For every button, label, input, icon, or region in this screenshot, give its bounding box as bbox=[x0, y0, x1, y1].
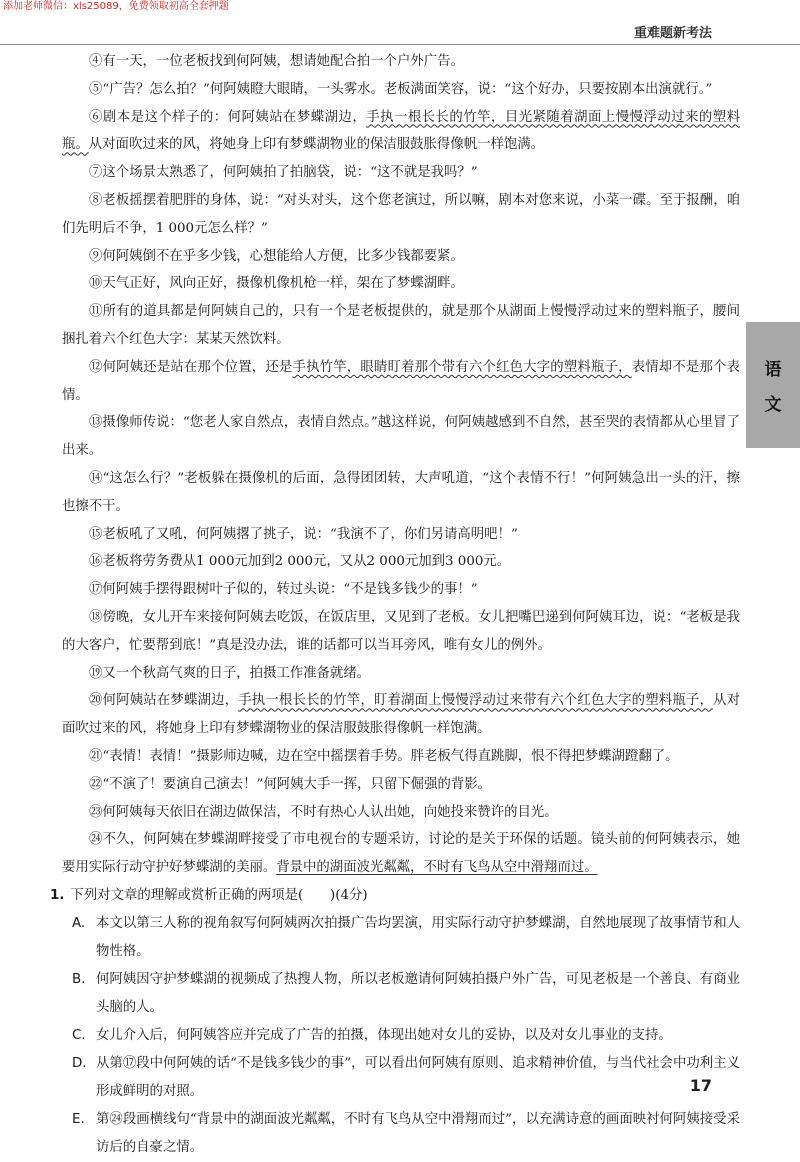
paragraph-6-lead: ⑥剧本是这个样子的：何阿姨站在梦蝶湖边， bbox=[89, 109, 367, 125]
option-a bbox=[62, 910, 740, 966]
paragraph-20-tail: 从对面吹过来的风，将她身上印有梦蝶湖物业的保洁服鼓胀得像帆一样饱满。 bbox=[62, 693, 741, 737]
side-tab-char-1: 语 bbox=[764, 360, 782, 380]
option-text: 女儿介入后，何阿姨答应并完成了广告的拍摄，体现出她对女儿的妥协，以及对女儿事业的支持。 bbox=[96, 1027, 672, 1043]
page-number: 17 bbox=[689, 1076, 712, 1095]
header-divider bbox=[0, 44, 800, 45]
paragraph-12-tail: 表情却不是那个表情。 bbox=[62, 359, 741, 403]
option-text: 何阿姨因守护梦蝶湖的视频成了热搜人物，所以老板邀请何阿姨拍摄户外广告，可见老板是一个善良、有商业头脑的人。 bbox=[96, 971, 740, 1015]
paragraph-17: ⑰何阿姨手摆得跟树叶子似的，转过头说：“不是钱多钱少的事！” bbox=[89, 582, 478, 598]
option-label: D. bbox=[72, 1055, 87, 1071]
paragraph-5: ⑤“广告？怎么拍？”何阿姨瞪大眼睛，一头雾水。老板满面笑容，说：“这个好办，只要按剧本出演就行。” bbox=[89, 81, 713, 97]
option-e bbox=[62, 1106, 740, 1162]
paragraph-12 bbox=[62, 354, 740, 410]
option-d bbox=[62, 1050, 740, 1106]
paragraph-18: ⑱傍晚，女儿开车来接何阿姨去吃饭，在饭店里，又见到了老板。女儿把嘴巴递到何阿姨耳边，说：“老板是我的大客户，忙要帮到底！”真是没办法，谁的话都可以当耳旁风，唯有女儿的例外。 bbox=[62, 609, 740, 653]
question-1 bbox=[50, 882, 740, 1162]
paragraph-8: ⑧老板摇摆着肥胖的身体，说：“对头对头，这个您老演过，所以嘛，剧本对您来说，小菜一碟。至于报酬，咱们先明后不争，1 000元怎么样？” bbox=[62, 192, 740, 236]
paragraph-6-underlined: 手执一根长长的竹竿，目光紧随着湖面上慢慢浮动过来的塑料瓶。 bbox=[62, 109, 741, 153]
option-label: A. bbox=[72, 915, 86, 931]
watermark-text: 添加老师微信：xls25089，免费领取初高全套押题 bbox=[0, 0, 232, 14]
paragraph-23: ㉓何阿姨每天依旧在湖边做保洁，不时有热心人认出她，向她投来赞许的目光。 bbox=[89, 804, 558, 820]
option-text: 从第⑰段中何阿姨的话“不是钱多钱少的事”，可以看出何阿姨有原则、追求精神价值，与当代社会中功利主义形成鲜明的对照。 bbox=[96, 1055, 740, 1099]
paragraph-6-tail: 从对面吹过来的风，将她身上印有梦蝶湖物业的保洁服鼓胀得像帆一样饱满。 bbox=[88, 137, 545, 153]
option-text: 本文以第三人称的视角叙写何阿姨两次拍摄广告均罢演，用实际行动守护梦蝶湖，自然地展现了故事情节和人物性格。 bbox=[96, 915, 740, 959]
paragraph-10: ⑩天气正好，风向正好，摄像机像机枪一样，架在了梦蝶湖畔。 bbox=[89, 276, 464, 292]
question-number: 1. bbox=[50, 887, 65, 903]
question-stem bbox=[50, 882, 740, 910]
paragraph-12-underlined: 手执竹竿，眼睛盯着那个带有六个红色大字的塑料瓶子， bbox=[292, 359, 632, 375]
paragraph-21: ㉑“表情！表情！”摄影师边喊，边在空中摇摆着手势。胖老板气得直跳脚，恨不得把梦蝶湖蹬翻了。 bbox=[89, 748, 679, 764]
paragraph-24-underlined: 背景中的湖面波光粼粼，不时有飞鸟从空中滑翔而过。 bbox=[276, 860, 598, 876]
subject-side-tab bbox=[746, 322, 800, 448]
side-tab-char-2: 文 bbox=[764, 395, 782, 415]
article-body bbox=[50, 48, 741, 1162]
paragraph-20 bbox=[62, 687, 740, 743]
paragraph-11: ⑪所有的道具都是何阿姨自己的，只有一个是老板提供的，就是那个从湖面上慢慢浮动过来的塑料瓶子，腰间捆扎着六个红色大字：某某天然饮料。 bbox=[62, 304, 740, 347]
paragraph-24-lead: ㉔不久，何阿姨在梦蝶湖畔接受了市电视台的专题采访，讨论的是关于环保的话题。镜头前的何阿姨表示，她要用实际行动守护好梦蝶湖的美丽。 bbox=[62, 832, 740, 876]
paragraph-13: ⑬摄像师传说：“您老人家自然点，表情自然点。”越这样说，何阿姨越感到不自然，甚至哭的表情都从心里冒了出来。 bbox=[62, 415, 740, 459]
paragraph-15: ⑮老板吼了又吼，何阿姨撂了挑子，说：“我演不了，你们另请高明吧！” bbox=[89, 526, 518, 542]
paragraph-7: ⑦这个场景太熟悉了，何阿姨拍了拍脑袋，说：“这不就是我吗？” bbox=[89, 165, 478, 181]
paragraph-4: ④有一天，一位老板找到何阿姨，想请她配合拍一个户外广告。 bbox=[89, 54, 464, 69]
option-b bbox=[62, 966, 740, 1022]
question-stem-text: 下列对文章的理解或赏析正确的两项是( )(4分) bbox=[70, 887, 368, 903]
paragraph-20-underlined: 手执一根长长的竹竿，盯着湖面上慢慢浮动过来带有六个红色大字的塑料瓶子， bbox=[238, 693, 714, 709]
paragraph-24 bbox=[62, 826, 740, 882]
option-label: B. bbox=[72, 971, 86, 987]
paragraph-14: ⑭“这怎么行？”老板躲在摄像机的后面，急得团团转，大声吼道，“这个表情不行！”何阿姨急出一头的汗，擦也擦不干。 bbox=[62, 470, 740, 514]
paragraph-20-lead: ⑳何阿姨站在梦蝶湖边， bbox=[89, 693, 239, 709]
option-text: 第㉔段画横线句“背景中的湖面波光粼粼，不时有飞鸟从空中滑翔而过”，以充满诗意的画面映衬何阿姨接受采访后的自豪之情。 bbox=[96, 1111, 740, 1155]
paragraph-19: ⑲又一个秋高气爽的日子，拍摄工作准备就绪。 bbox=[89, 665, 371, 681]
paragraph-16: ⑯老板将劳务费从1 000元加到2 000元，又从2 000元加到3 000元。 bbox=[89, 554, 511, 570]
paragraph-6 bbox=[62, 104, 740, 160]
paragraph-12-lead: ⑫何阿姨还是站在那个位置，还是 bbox=[89, 359, 293, 375]
paragraph-9: ⑨何阿姨倒不在乎多少钱，心想能给人方便，比多少钱都要紧。 bbox=[89, 248, 464, 264]
paragraph-22: ㉒“不演了！要演自己演去！”何阿姨大手一挥，只留下倔强的背影。 bbox=[89, 776, 492, 792]
option-c bbox=[62, 1022, 740, 1050]
option-label: E. bbox=[72, 1111, 85, 1127]
option-label: C. bbox=[72, 1027, 86, 1043]
running-header: 重难题新考法 bbox=[633, 26, 712, 41]
